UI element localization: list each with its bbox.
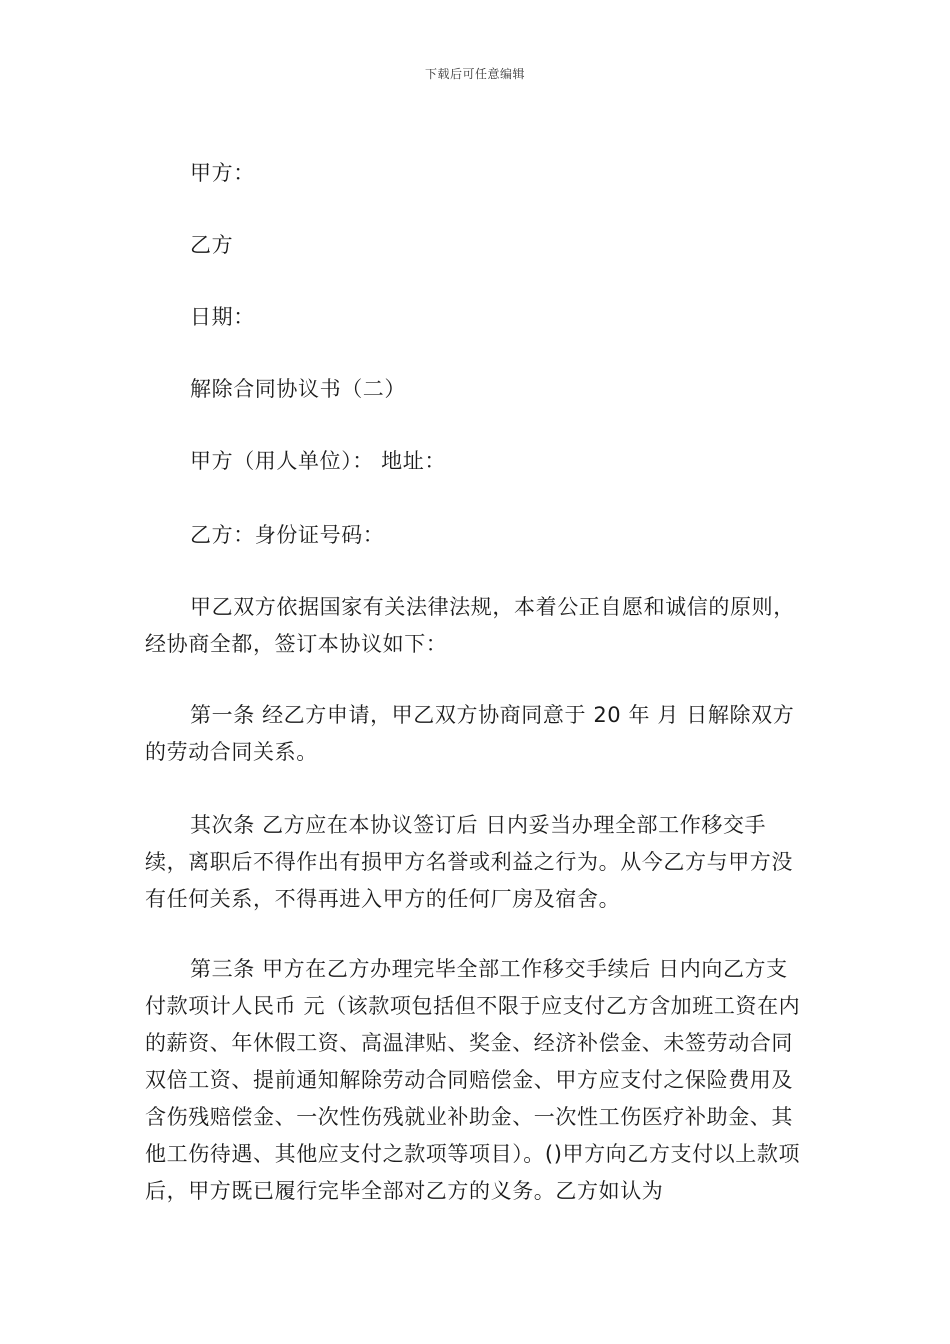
employee-line: 乙方：身份证号码： — [190, 523, 385, 547]
article-2-paragraph: 其次条 乙方应在本协议签订后 日内妥当办理全部工作移交手续，离职后不得作出有损甲方名誉或利益之行为。从今乙方与甲方没有任何关系，不得再进入甲方的任何厂房及宿舍。 — [145, 813, 793, 911]
party-a-line: 甲方： — [190, 161, 255, 185]
employer-line: 甲方（用人单位）： 地址： — [190, 449, 446, 473]
document-title: 解除合同协议书（二） — [190, 377, 406, 401]
article-3-paragraph: 第三条 甲方在乙方办理完毕全部工作移交手续后 日内向乙方支付款项计人民币 元（该款项包括但不限于应支付乙方含加班工资在内的薪资、年休假工资、高温津贴、奖金、经济补偿金、未签劳动合同双倍工资、提前通知解除劳动合同赔偿金、甲方应支付之保险费用及含伤残赔偿金、一次性伤残就业补助金、一次性工伤医疗补助金、其他工伤待遇、其他应支付之款项等项目）。()甲方向乙方支付以上款项后，甲方既已履行完毕全部对乙方的义务。乙方如认为 — [145, 957, 801, 1203]
party-b-line: 乙方 — [190, 233, 234, 257]
page-header: 下载后可任意编辑 — [424, 67, 525, 81]
intro-paragraph: 甲乙双方依据国家有关法律法规，本着公正自愿和诚信的原则，经协商全都，签订本协议如下： — [145, 595, 795, 656]
article-1-paragraph: 第一条 经乙方申请，甲乙双方协商同意于 20 年 月 日解除双方的劳动合同关系。 — [145, 703, 795, 764]
date-line: 日期： — [190, 305, 255, 329]
